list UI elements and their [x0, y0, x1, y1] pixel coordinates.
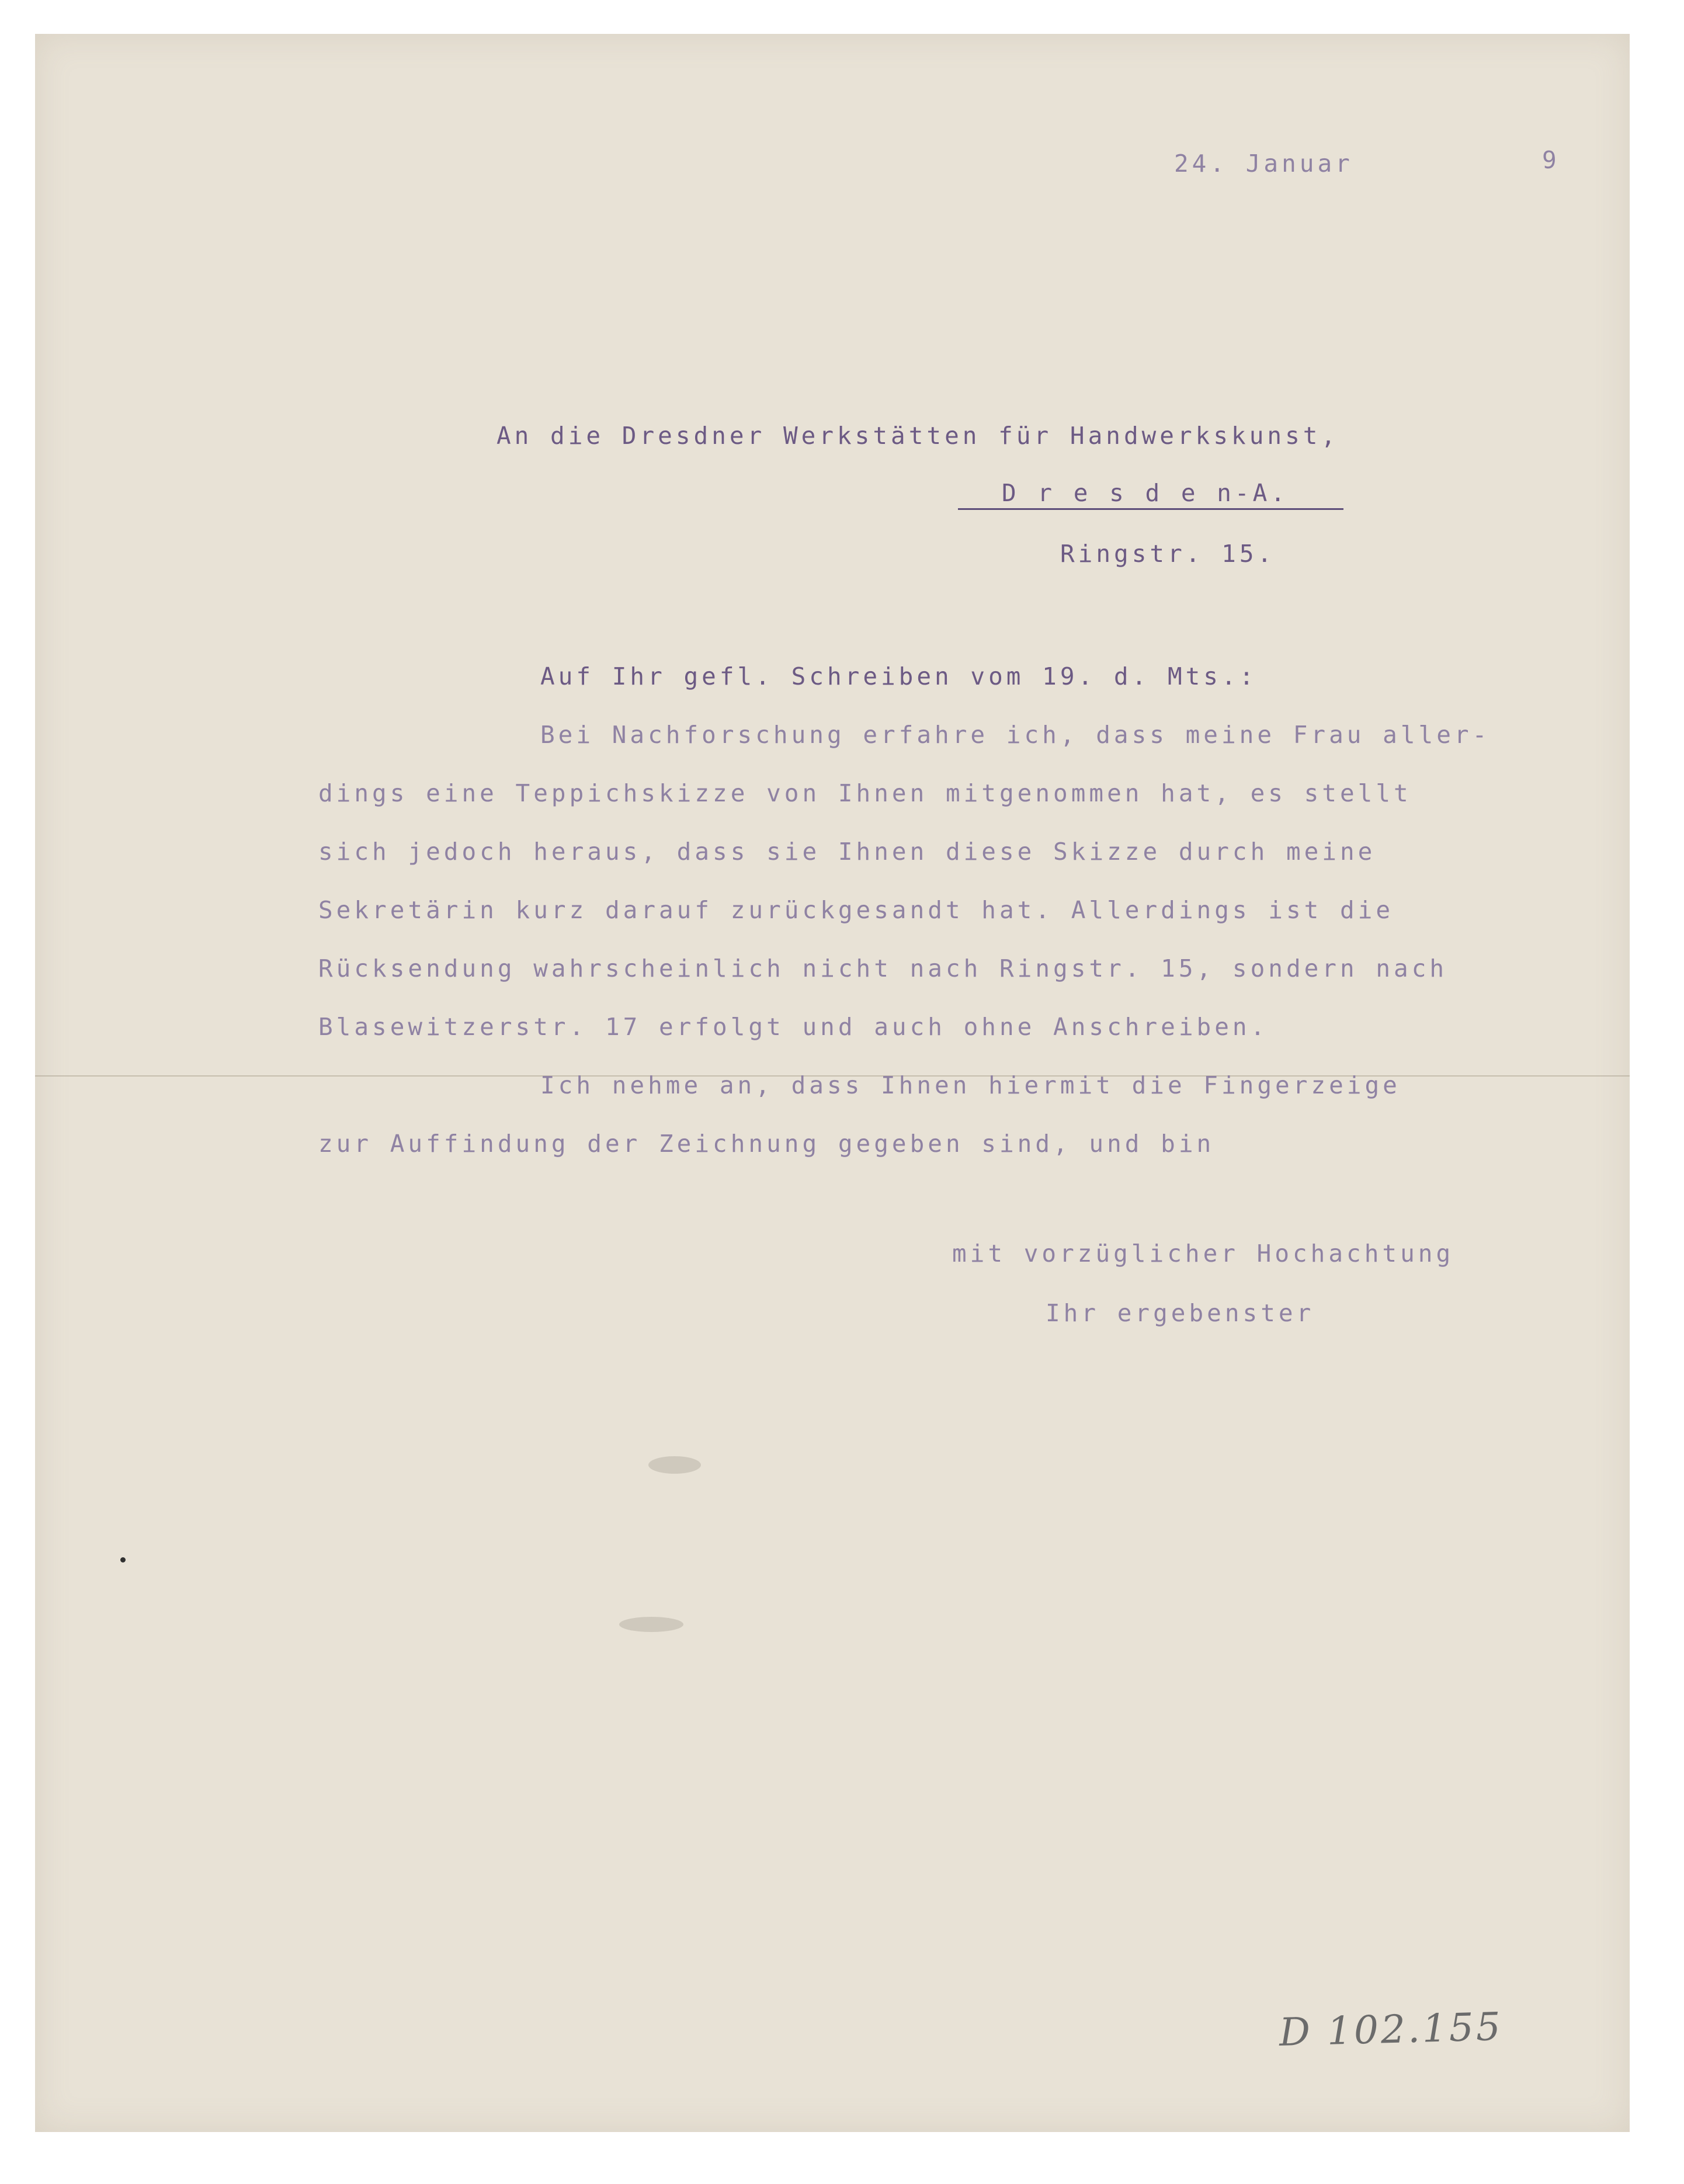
ink-dot	[120, 1557, 126, 1563]
letter-sheet	[35, 34, 1630, 2132]
date-line: 24. Januar	[1174, 150, 1353, 178]
recipient-line-2: D r e s d e n-A.	[1002, 479, 1289, 507]
recipient-line-1: An die Dresdner Werkstätten für Handwerkskunst,	[496, 422, 1339, 450]
archive-mark: D 102.155	[1279, 2004, 1504, 2055]
closing-line-1: mit vorzüglicher Hochachtung	[952, 1239, 1454, 1268]
body-line-7: Ich nehme an, dass Ihnen hiermit die Fingerzeige	[540, 1071, 1401, 1099]
recipient-line-3: Ringstr. 15.	[1060, 540, 1276, 568]
reference-line: Auf Ihr gefl. Schreiben vom 19. d. Mts.:	[540, 662, 1258, 690]
page-mark: 9	[1542, 146, 1560, 174]
body-line-6: Blasewitzerstr. 17 erfolgt und auch ohne Anschreiben.	[318, 1013, 1269, 1041]
closing-line-2: Ihr ergebenster	[1046, 1299, 1315, 1327]
body-line-3: sich jedoch heraus, dass sie Ihnen diese Skizze durch meine	[318, 838, 1376, 866]
paper-smudge	[648, 1456, 701, 1474]
recipient-underline	[958, 508, 1343, 510]
body-line-1: Bei Nachforschung erfahre ich, dass meine Frau aller-	[540, 721, 1491, 749]
body-line-5: Rücksendung wahrscheinlich nicht nach Ringstr. 15, sondern nach	[318, 954, 1448, 982]
body-line-4: Sekretärin kurz darauf zurückgesandt hat. Allerdings ist die	[318, 896, 1394, 924]
body-line-2: dings eine Teppichskizze von Ihnen mitgenommen hat, es stellt	[318, 779, 1412, 807]
body-line-8: zur Auffindung der Zeichnung gegeben sind, und bin	[318, 1130, 1215, 1158]
paper-smudge	[619, 1617, 683, 1632]
